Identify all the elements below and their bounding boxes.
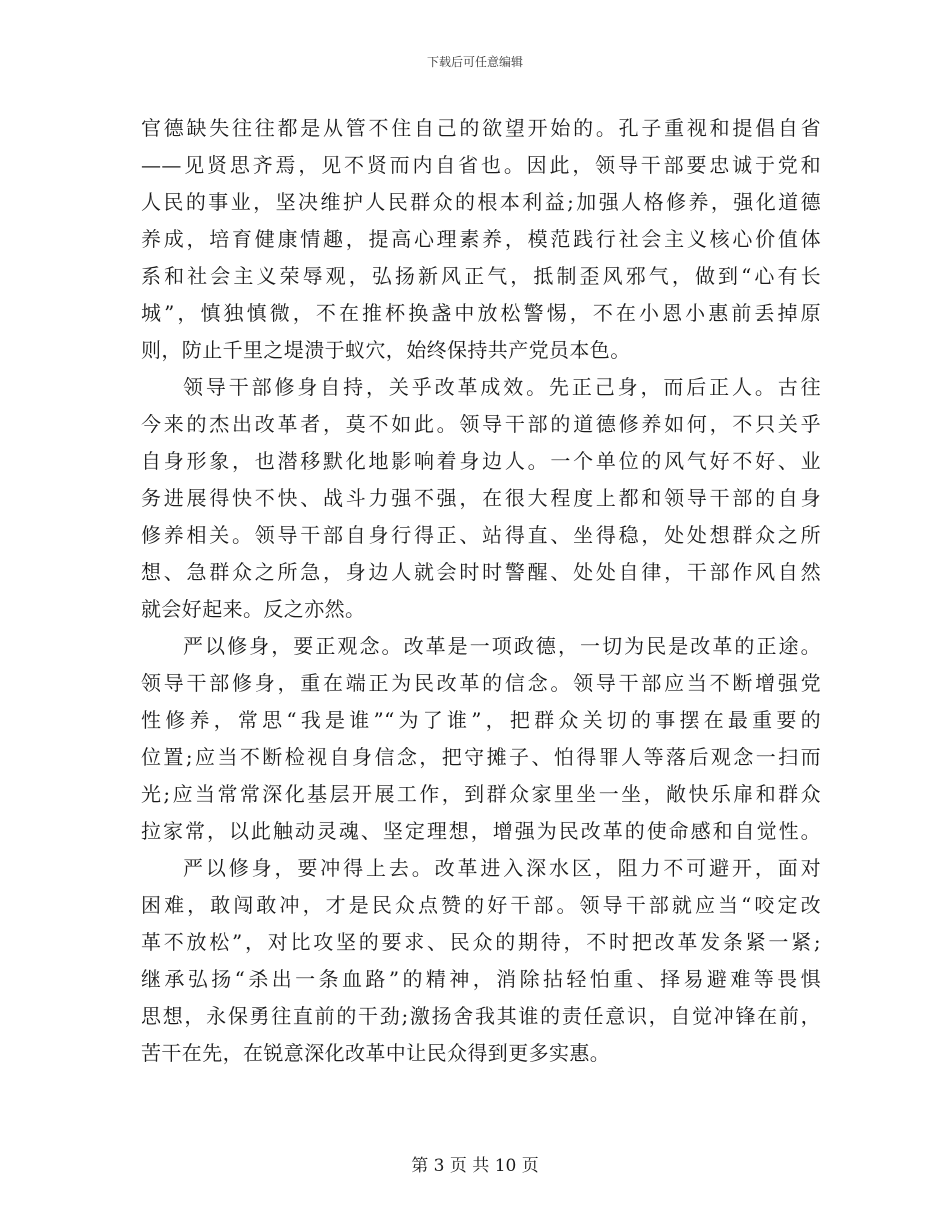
text-line: 就会好起来。反之亦然。	[141, 597, 366, 621]
text-line: 养成，培育健康情趣，提高心理素养，模范践行社会主义核心价值体	[141, 227, 821, 251]
paragraph-4	[141, 850, 821, 1072]
text-line: 严以修身，要冲得上去。改革进入深水区，阻力不可避开，面对	[183, 856, 821, 880]
text-line: 思想，永保勇往直前的干劲;激扬舍我其谁的责任意识，自觉冲锋在前，	[141, 1004, 821, 1028]
text-line: 官德缺失往往都是从管不住自己的欲望开始的。孔子重视和提倡自省	[141, 116, 821, 140]
text-line: 自身形象，也潜移默化地影响着身边人。一个单位的风气好不好、业	[141, 449, 821, 473]
text-line: 革不放松”，对比攻坚的要求、民众的期待，不时把改革发条紧一紧;	[141, 930, 821, 954]
text-line: 继承弘扬“杀出一条血路”的精神，消除拈轻怕重、择易避难等畏惧	[141, 967, 821, 991]
text-line: 严以修身，要正观念。改革是一项政德，一切为民是改革的正途。	[183, 634, 821, 658]
text-line: 则，防止千里之堤溃于蚁穴，始终保持共产党员本色。	[141, 338, 631, 362]
text-line: 困难，敢闯敢冲，才是民众点赞的好干部。领导干部就应当“咬定改	[141, 893, 821, 917]
paragraph-1	[141, 110, 821, 369]
text-line: 性修养，常思“我是谁”“为了谁”，把群众关切的事摆在最重要的	[141, 708, 821, 732]
text-line: 城”，慎独慎微，不在推杯换盏中放松警惕，不在小恩小惠前丢掉原	[141, 301, 821, 325]
text-line: 领导干部修身自持，关乎改革成效。先正己身，而后正人。古往	[183, 375, 821, 399]
document-body	[141, 110, 821, 1072]
page-header-note: 下载后可任意编辑	[426, 55, 523, 69]
text-line: 位置;应当不断检视自身信念，把守摊子、怕得罪人等落后观念一扫而	[141, 745, 821, 769]
paragraph-2	[141, 369, 821, 628]
text-line: ——见贤思齐焉，见不贤而内自省也。因此，领导干部要忠诚于党和	[141, 153, 821, 177]
page-number-footer: 第 3 页 共 10 页	[411, 1156, 539, 1176]
text-line: 务进展得快不快、战斗力强不强，在很大程度上都和领导干部的自身	[141, 486, 821, 510]
text-line: 领导干部修身，重在端正为民改革的信念。领导干部应当不断增强党	[141, 671, 821, 695]
text-line: 苦干在先，在锐意深化改革中让民众得到更多实惠。	[141, 1041, 611, 1065]
text-line: 今来的杰出改革者，莫不如此。领导干部的道德修养如何，不只关乎	[141, 412, 821, 436]
text-line: 修养相关。领导干部自身行得正、站得直、坐得稳，处处想群众之所	[141, 523, 821, 547]
text-line: 人民的事业，坚决维护人民群众的根本利益;加强人格修养，强化道德	[141, 190, 821, 214]
text-line: 拉家常，以此触动灵魂、坚定理想，增强为民改革的使命感和自觉性。	[141, 819, 821, 843]
text-line: 光;应当常常深化基层开展工作，到群众家里坐一坐，敞快乐扉和群众	[141, 782, 821, 806]
paragraph-3	[141, 628, 821, 850]
text-line: 系和社会主义荣辱观，弘扬新风正气，抵制歪风邪气，做到“心有长	[141, 264, 821, 288]
text-line: 想、急群众之所急，身边人就会时时警醒、处处自律，干部作风自然	[141, 560, 821, 584]
